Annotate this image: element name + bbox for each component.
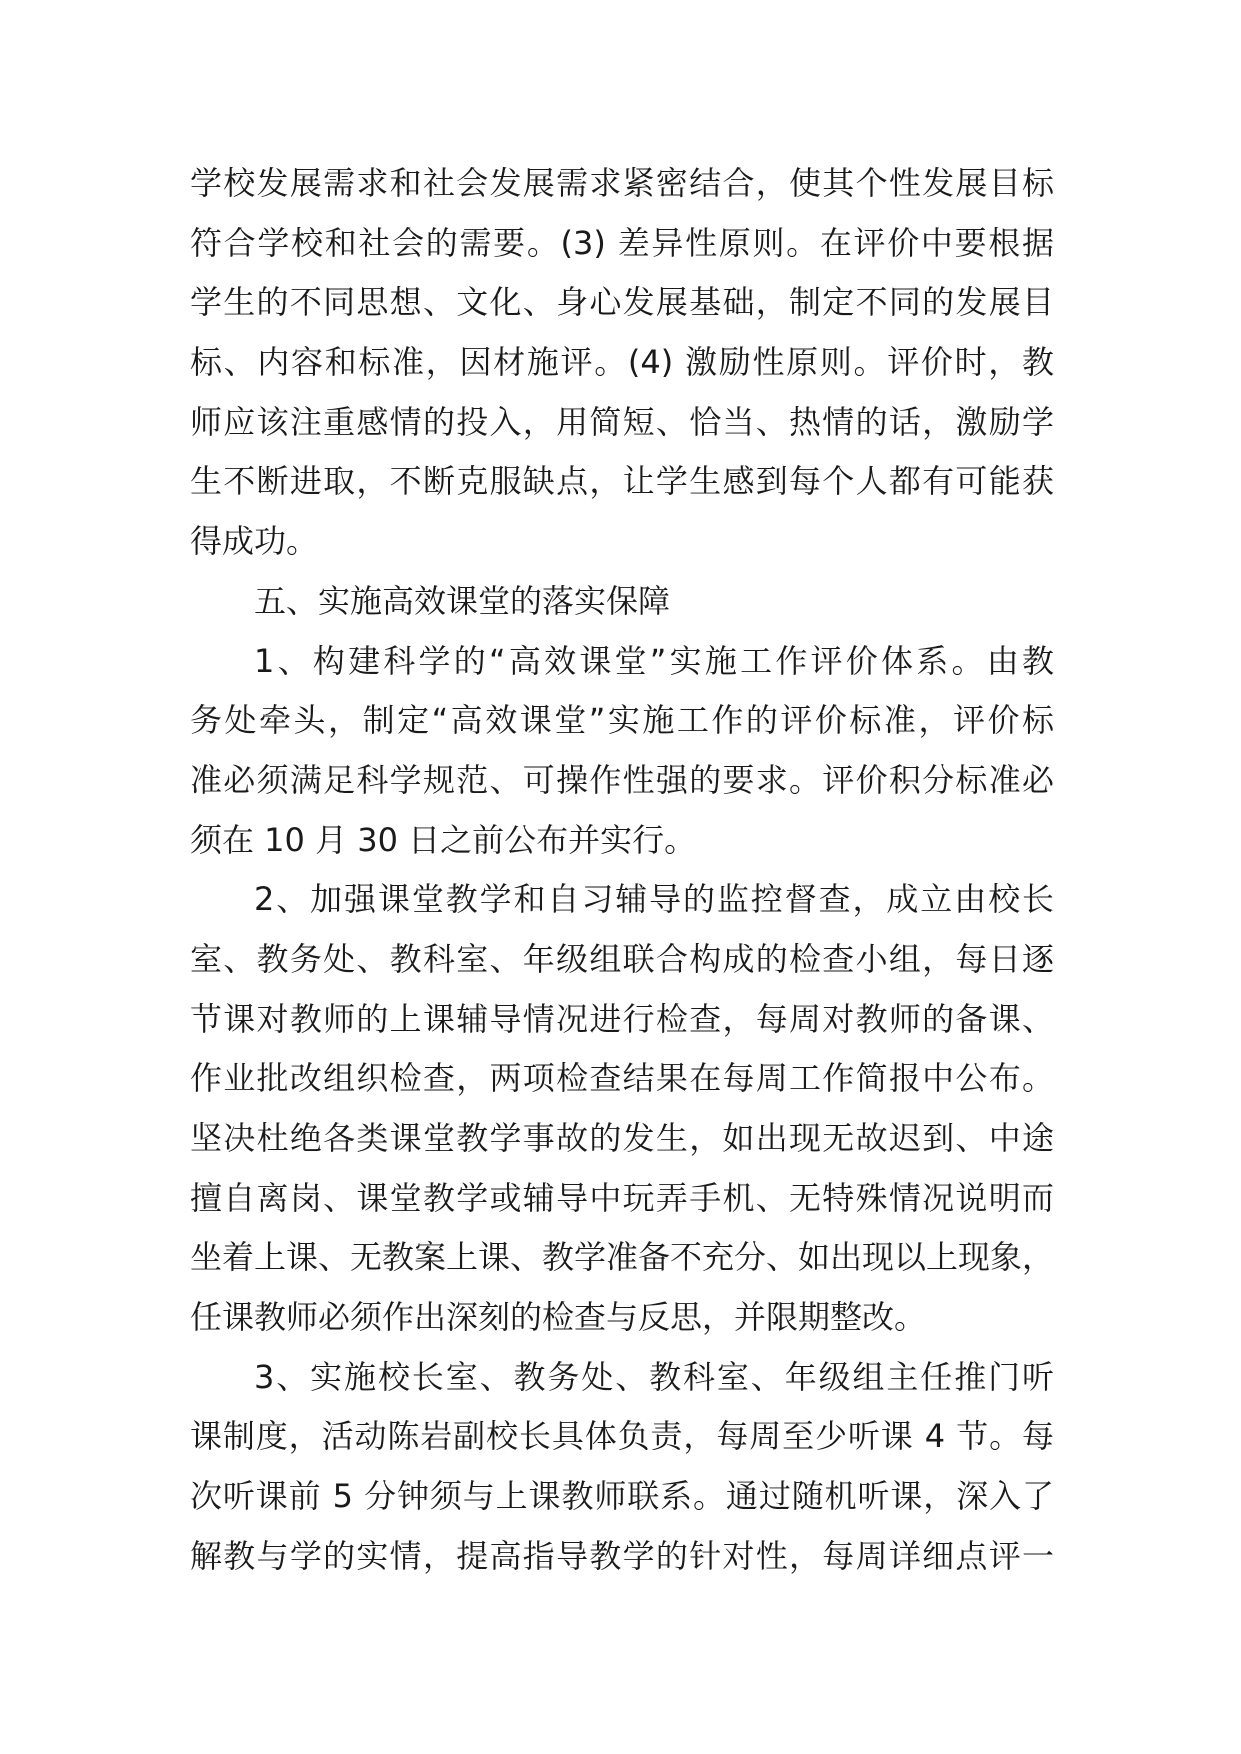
text-line: 务处牵头，制定“高效课堂”实施工作的评价标准，评价标 [190,701,1054,740]
text-line: 坐着上课、无教案上课、教学准备不充分、如出现以上现象， [190,1238,1055,1277]
text-line: 坚决杜绝各类课堂教学事故的发生，如出现无故迟到、中途 [190,1119,1054,1157]
text-line: 擅自离岗、课堂教学或辅导中玩弄手机、无特殊情况说明而 [190,1178,1054,1217]
text-line: 生不断进取，不断克服缺点，让学生感到每个人都有可能获 [190,462,1054,501]
text-line: 作业批改组织检查，两项检查结果在每周工作简报中公布。 [190,1059,1054,1098]
text-line: 解教与学的实情，提高指导教学的针对性，每周详细点评一 [190,1536,1054,1575]
text-line: 学生的不同思想、文化、身心发展基础，制定不同的发展目 [190,283,1054,322]
text-line: 3、实施校长室、教务处、教科室、年级组主任推门听 [254,1357,1054,1396]
text-line: 须在 10 月 30 日之前公布并实行。 [190,820,697,859]
text-line: 1、构建科学的“高效课堂”实施工作评价体系。由教 [254,641,1054,680]
text-line: 准必须满足科学规范、可操作性强的要求。评价积分标准必 [190,760,1054,799]
body-text [190,154,1054,1587]
text-line: 任课教师必须作出深刻的检查与反思，并限期整改。 [190,1298,927,1337]
text-line: 节课对教师的上课辅导情况进行检查，每周对教师的备课、 [190,999,1054,1038]
text-line: 2、加强课堂教学和自习辅导的监控督查，成立由校长 [254,880,1054,919]
text-line: 得成功。 [190,522,319,561]
text-line: 标、内容和标准，因材施评。(4) 激励性原则。评价时，教 [190,343,1054,382]
text-line: 符合学校和社会的需要。(3) 差异性原则。在评价中要根据 [190,223,1054,262]
text-line: 学校发展需求和社会发展需求紧密结合，使其个性发展目标 [190,164,1054,202]
text-line: 课制度，活动陈岩副校长具体负责，每周至少听课 4 节。每 [190,1417,1054,1456]
section-heading: 五、实施高效课堂的落实保障 [254,581,671,620]
text-line: 次听课前 5 分钟须与上课教师联系。通过随机听课，深入了 [190,1477,1054,1516]
text-line: 室、教务处、教科室、年级组联合构成的检查小组，每日逐 [190,939,1054,978]
text-line: 师应该注重感情的投入，用简短、恰当、热情的话，激励学 [190,402,1054,441]
